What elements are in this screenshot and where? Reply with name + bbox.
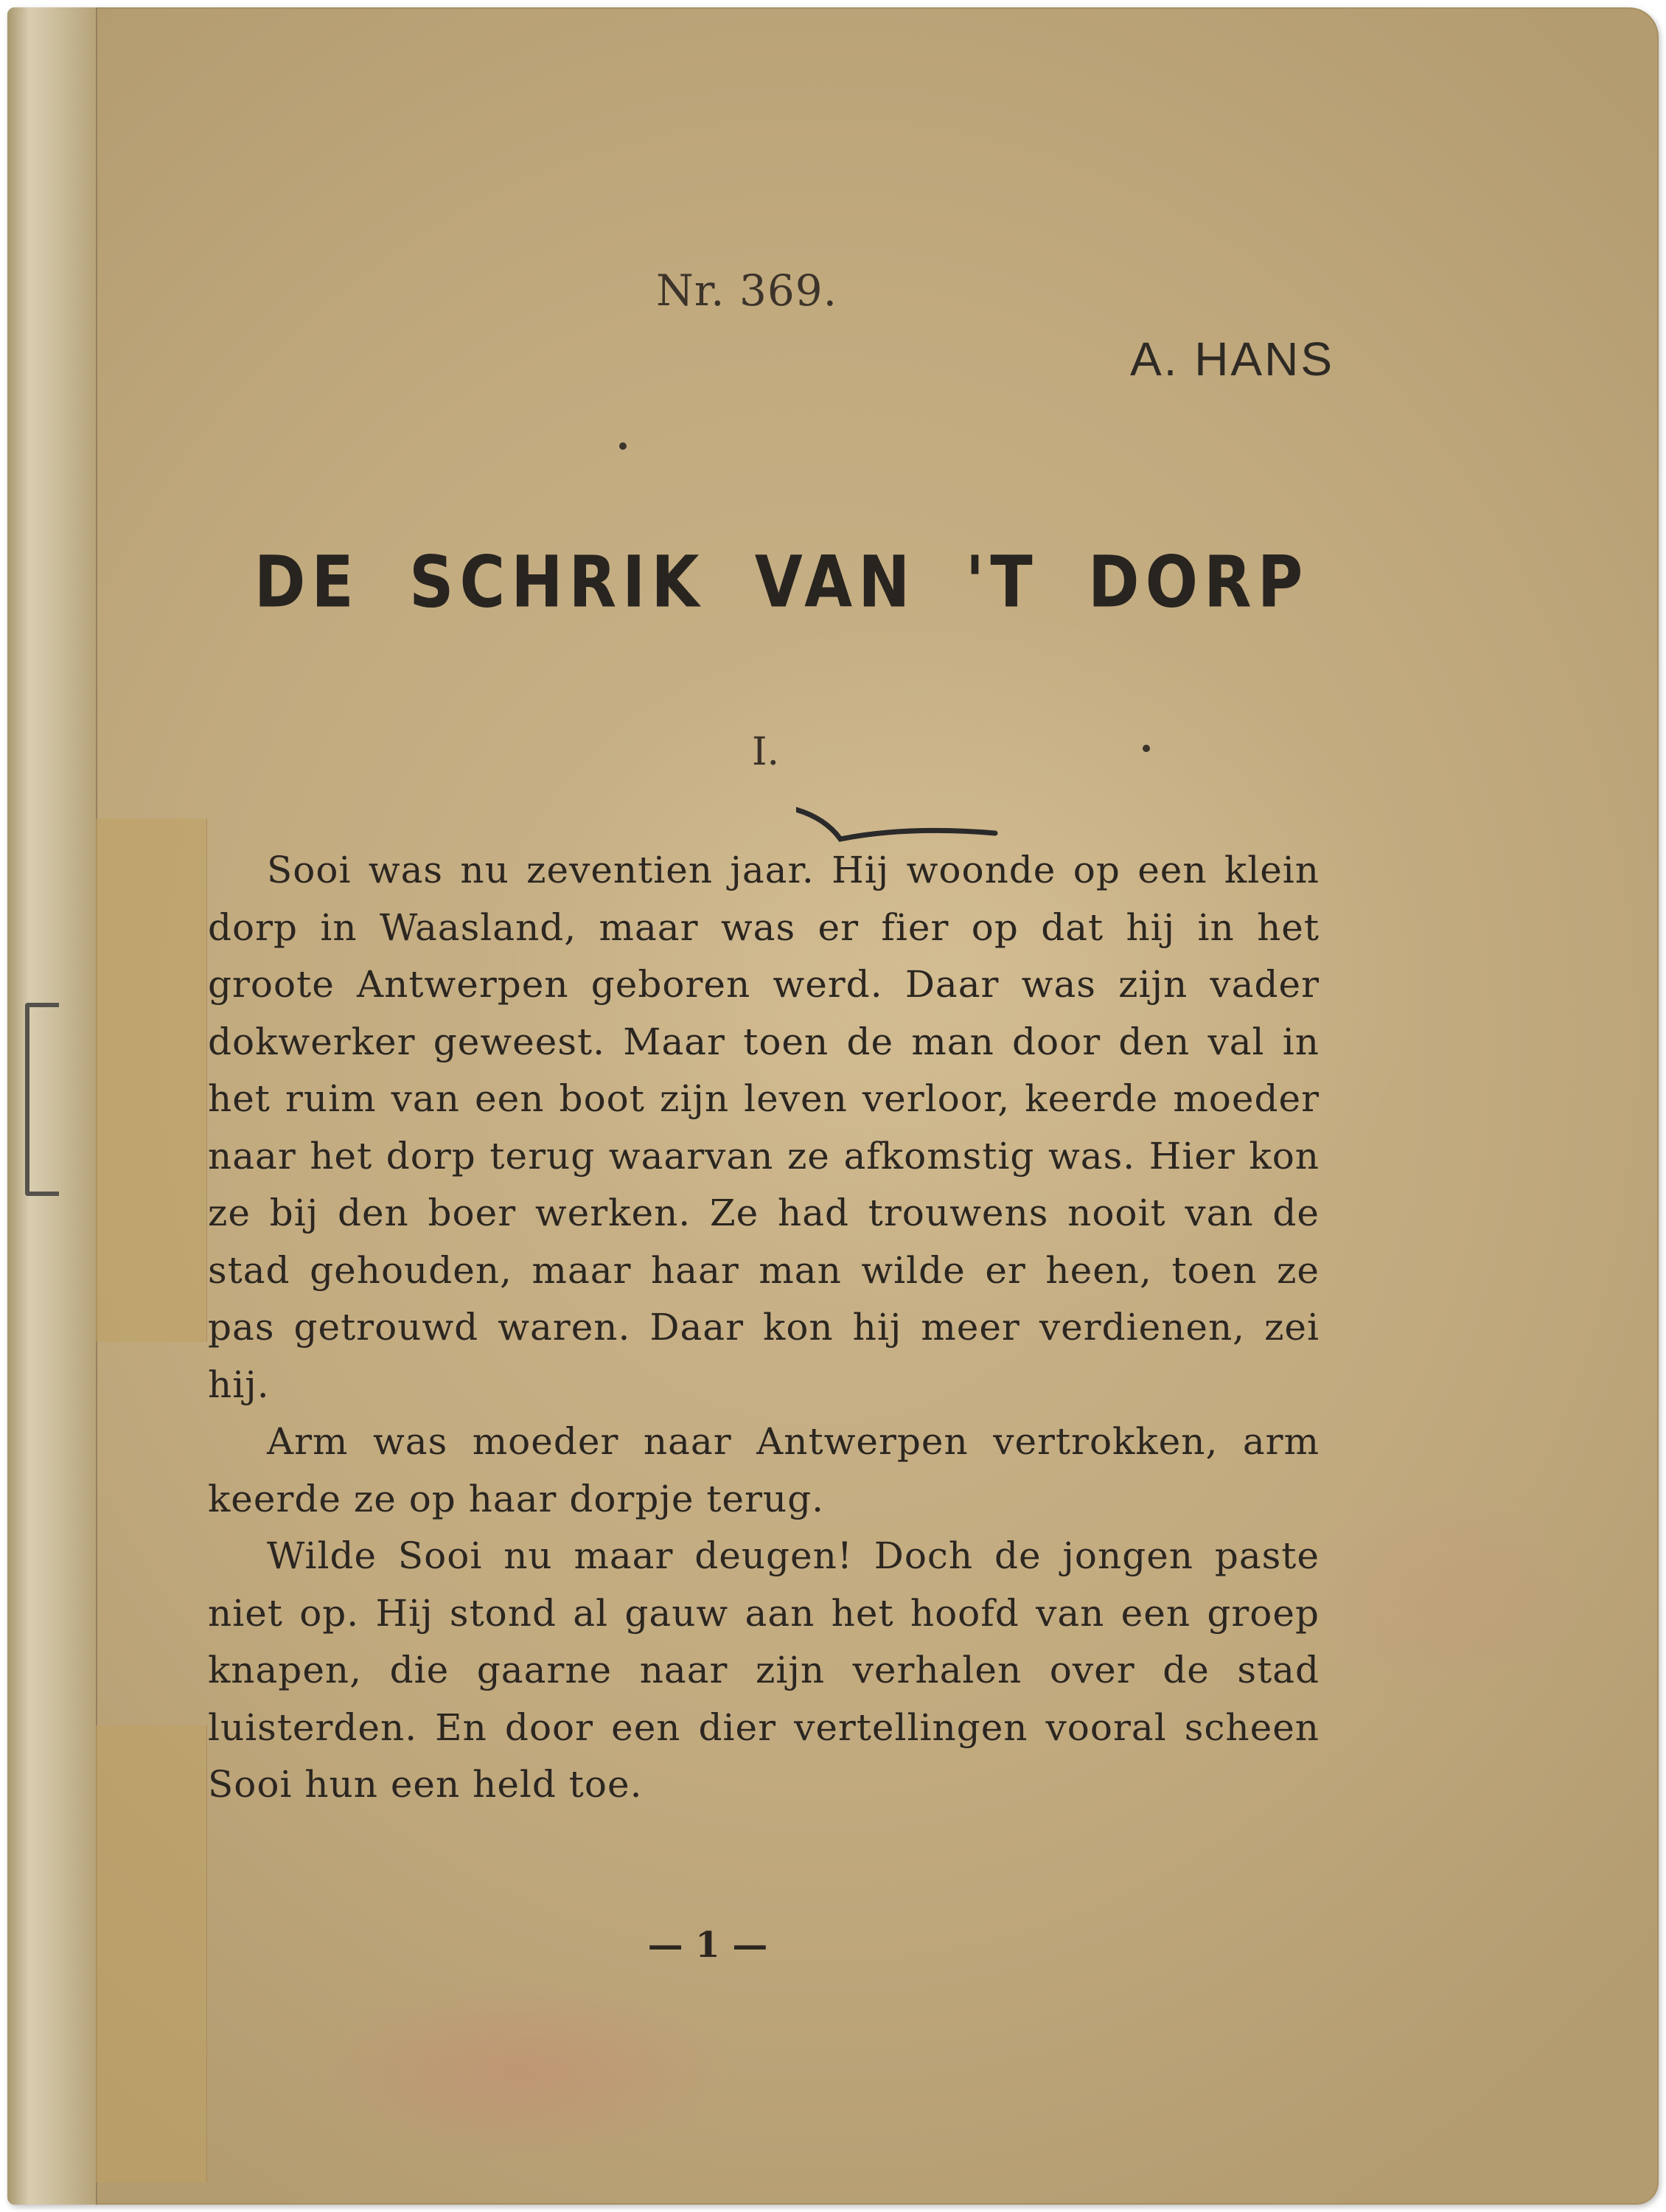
paragraph: Wilde Sooi nu maar deugen! Doch de jongen paste niet op. Hij stond al gauw aan het hoofd van een groep knapen, die gaarne naar zijn verhalen over de stad luisterden. En door een dier vertellingen vooral scheen Sooi hun een held toe. (208, 1534, 1320, 1806)
staple (25, 1003, 59, 1196)
author-name: A. HANS (1129, 333, 1334, 386)
book-page (7, 7, 1659, 2205)
page-number: — 1 — (647, 1924, 768, 1966)
story-text (208, 842, 1320, 1814)
pen-strike-mark (796, 804, 1003, 848)
paragraph: Arm was moeder naar Antwerpen vertrokken, arm keerde ze op haar dorpje terug. (208, 1420, 1320, 1520)
ink-speck (619, 442, 627, 450)
ink-speck (1143, 745, 1150, 752)
issue-number: Nr. 369. (656, 265, 838, 316)
page-title: DE SCHRIK VAN 'T DORP (254, 540, 1309, 624)
chapter-number: I. (752, 730, 780, 774)
repair-tape (96, 818, 207, 1342)
paragraph: Sooi was nu zeventien jaar. Hij woonde op een klein dorp in Waasland, maar was er fier op dat hij in het groote Antwerpen geboren werd. Daar was zijn vader dokwerker geweest. Maar toen de man door den val in het ruim van een boot zijn leven verloor, keerde moeder naar het dorp terug waarvan ze afkomstig was. Hier kon ze bij den boer werken. Ze had trouwens nooit van de stad gehouden, maar haar man wilde er heen, toen ze pas getrouwd waren. Daar kon hij meer verdienen, zei hij. (208, 849, 1320, 1406)
